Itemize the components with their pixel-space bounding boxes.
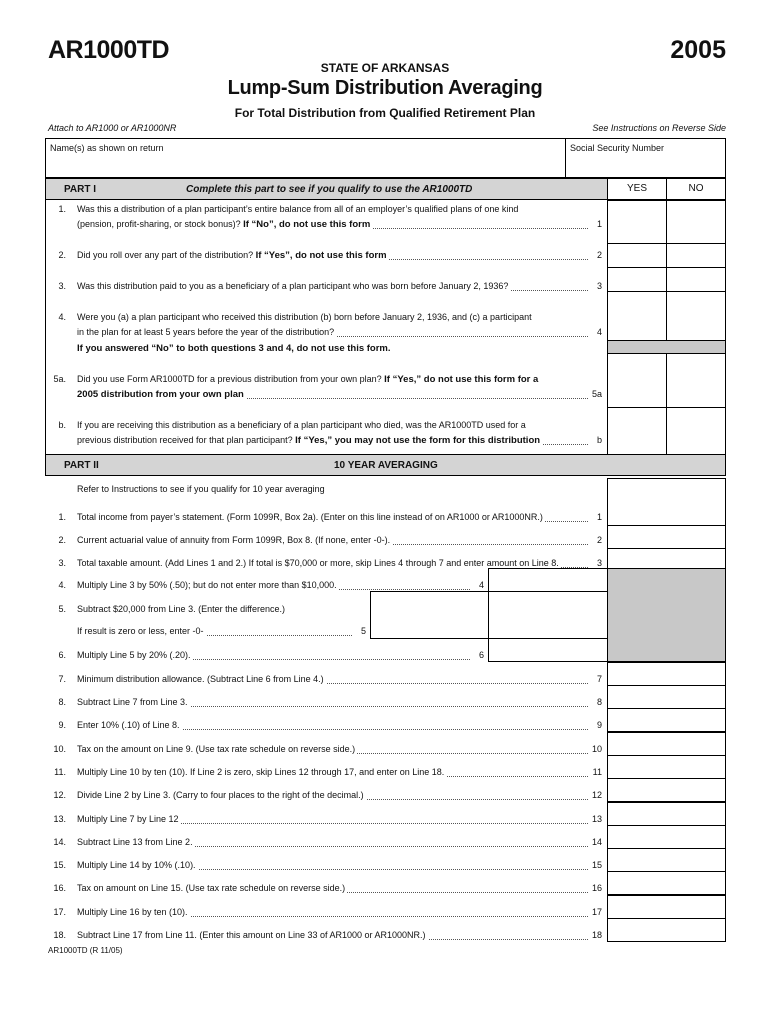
q5a-yes-box[interactable] — [607, 353, 667, 408]
part2-line-18-amount[interactable] — [607, 918, 726, 942]
q2-ref: 2 — [596, 250, 602, 260]
part2-line-16-text: Tax on amount on Line 15. (Use tax rate schedule on reverse side.) — [77, 883, 346, 893]
q5a-num: 5a. — [53, 374, 66, 384]
part2-line-11-ref: 11 — [592, 767, 602, 777]
part2-line-9-ref: 9 — [596, 720, 602, 730]
part2-line-5-text-b: If result is zero or less, enter -0- — [77, 626, 204, 636]
q1-bold-b: If “No”, do not use this form — [243, 219, 371, 230]
q5a-text-a: Did you use Form AR1000TD for a previous distribution from your own plan? — [77, 374, 382, 384]
part2-line-2-amount[interactable] — [607, 525, 726, 549]
q4-yes-box[interactable] — [607, 291, 667, 341]
q3-num: 3. — [58, 281, 66, 291]
part2-line-9-text: Enter 10% (.10) of Line 8. — [77, 720, 180, 730]
part2-line-3-ref: 3 — [596, 558, 602, 568]
part2-line-8-text: Subtract Line 7 from Line 3. — [77, 697, 188, 707]
part2-line-12-num: 12. — [53, 790, 66, 800]
part2-line-6-num: 6. — [58, 650, 66, 660]
instructions-note: See Instructions on Reverse Side — [592, 123, 726, 133]
part2-line-13-amount[interactable] — [607, 802, 726, 826]
part2-line-2-text: Current actuarial value of annuity from Form 1099R, Box 8. (If none, enter -0-). — [77, 535, 391, 545]
form-title: Lump-Sum Distribution Averaging — [227, 77, 543, 99]
q1-yes-box[interactable] — [607, 200, 667, 244]
part2-line-12-amount[interactable] — [607, 778, 726, 802]
ssn-field[interactable] — [565, 138, 726, 178]
q4-ref: 4 — [596, 327, 602, 337]
no-header: NO — [666, 178, 726, 200]
shaded-lines-4-6 — [607, 568, 726, 662]
q4-no-box[interactable] — [666, 291, 726, 341]
q2-text: Did you roll over any part of the distribution? — [77, 250, 254, 260]
q2-no-box[interactable] — [666, 243, 726, 268]
q3-no-box[interactable] — [666, 267, 726, 292]
part2-line-11-amount[interactable] — [607, 755, 726, 779]
part2-line-6-ref: 6 — [478, 650, 484, 660]
q4-note: If you answered “No” to both questions 3 and 4, do not use this form. — [77, 343, 391, 354]
form-id: AR1000TD — [48, 36, 170, 64]
q5b-yes-box[interactable] — [607, 407, 667, 455]
part2-line-14-text: Subtract Line 13 from Line 2. — [77, 837, 193, 847]
q5a-ref: 5a — [591, 389, 602, 399]
q5a-bold-a: If “Yes,” do not use this form for a — [384, 374, 539, 385]
q2-yes-box[interactable] — [607, 243, 667, 268]
name-field[interactable] — [45, 138, 566, 178]
part2-line-2-num: 2. — [58, 535, 66, 545]
q5b-text-a: If you are receiving this distribution as a beneficiary of a plan participant who died, was the AR1000TD used for a — [77, 420, 526, 430]
part1-heading: Complete this part to see if you qualify to use the AR1000TD — [186, 184, 473, 195]
part1-label: PART I — [64, 184, 97, 195]
part2-line-16-amount[interactable] — [607, 871, 726, 895]
part2-line-7-text: Minimum distribution allowance. (Subtract Line 6 from Line 4.) — [77, 674, 324, 684]
part2-line-5-num: 5. — [58, 604, 66, 614]
state-name: STATE OF ARKANSAS — [320, 61, 450, 75]
yes-header: YES — [607, 178, 667, 200]
part2-line-3-text: Total taxable amount. (Add Lines 1 and 2.) If total is $70,000 or more, skip Lines 4 through 7 and enter amount on Line 8. — [77, 558, 559, 568]
name-label: Name(s) as shown on return — [50, 143, 164, 153]
part1-header — [45, 178, 608, 200]
part2-line-13-text: Multiply Line 7 by Line 12 — [77, 814, 179, 824]
part2-label: PART II — [64, 460, 99, 471]
q4-text-b: in the plan for at least 5 years before the year of the distribution? — [77, 327, 335, 337]
q3-ref: 3 — [596, 281, 602, 291]
q5b-bold-b: If “Yes,” you may not use the form for this distribution — [295, 435, 541, 446]
part2-line-8-num: 8. — [58, 697, 66, 707]
form-year: 2005 — [670, 36, 726, 64]
q5b-no-box[interactable] — [666, 407, 726, 455]
form-revision: AR1000TD (R 11/05) — [48, 946, 123, 955]
line-6-amount[interactable] — [488, 638, 608, 662]
part2-line-4-ref: 4 — [478, 580, 484, 590]
part2-line-1-num: 1. — [58, 512, 66, 522]
part2-line-18-text: Subtract Line 17 from Line 11. (Enter this amount on Line 33 of AR1000 or AR1000NR.) — [77, 930, 426, 940]
part2-line-12-text: Divide Line 2 by Line 3. (Carry to four places to the right of the decimal.) — [77, 790, 364, 800]
line-4-amount[interactable] — [488, 568, 608, 592]
part2-line-14-ref: 14 — [591, 837, 602, 847]
part2-line-10-num: 10. — [53, 744, 66, 754]
part2-header — [45, 454, 726, 476]
part2-line-8-amount[interactable] — [607, 685, 726, 709]
q5b-ref: b — [596, 435, 602, 445]
part2-line-15-amount[interactable] — [607, 848, 726, 872]
part2-line-8-ref: 8 — [596, 697, 602, 707]
part2-line-17-text: Multiply Line 16 by ten (10). — [77, 907, 188, 917]
part2-line-18-num: 18. — [53, 930, 66, 940]
part2-line-4-text: Multiply Line 3 by 50% (.50); but do not enter more than $10,000. — [77, 580, 337, 590]
part2-line-7-num: 7. — [58, 674, 66, 684]
part2-line-16-num: 16. — [53, 883, 66, 893]
part2-line-11-text: Multiply Line 10 by ten (10). If Line 2 is zero, skip Lines 12 through 17, and enter on Line 18. — [77, 767, 445, 777]
part2-line-15-text: Multiply Line 14 by 10% (.10). — [77, 860, 196, 870]
q5b-num: b. — [58, 420, 66, 430]
q2-bold: If “Yes”, do not use this form — [255, 250, 387, 261]
q1-text-b: (pension, profit-sharing, or stock bonus)? — [77, 219, 241, 229]
part2-line-14-num: 14. — [53, 837, 66, 847]
part2-line-7-ref: 7 — [596, 674, 602, 684]
q2-num: 2. — [58, 250, 66, 260]
part2-line-4-num: 4. — [58, 580, 66, 590]
part2-line-11-num: 11. — [54, 767, 66, 777]
part2-heading: 10 YEAR AVERAGING — [334, 460, 438, 471]
form-subtitle: For Total Distribution from Qualified Retirement Plan — [234, 106, 536, 120]
part2-line-10-amount[interactable] — [607, 732, 726, 756]
part2-line-2-ref: 2 — [596, 535, 602, 545]
q1-ref: 1 — [596, 219, 602, 229]
part2-line-3-num: 3. — [58, 558, 66, 568]
part2-line-9-num: 9. — [58, 720, 66, 730]
part2-line-13-num: 13. — [53, 814, 66, 824]
part2-line-10-ref: 10 — [591, 744, 602, 754]
part2-intro: Refer to Instructions to see if you qualify for 10 year averaging — [77, 484, 325, 494]
part2-line-18-ref: 18 — [591, 930, 602, 940]
part2-line-10-text: Tax on the amount on Line 9. (Use tax rate schedule on reverse side.) — [77, 744, 356, 754]
q4-text-a: Were you (a) a plan participant who received this distribution (b) born before January 2, 1936, and (c) a participant — [77, 312, 532, 322]
part2-line-5-ref: 5 — [360, 626, 366, 636]
part2-line-17-ref: 17 — [591, 907, 602, 917]
ssn-label: Social Security Number — [570, 143, 665, 153]
q5b-text-b: previous distribution received for that plan participant? — [77, 435, 293, 445]
part2-line-16-ref: 16 — [591, 883, 602, 893]
q3-text: Was this distribution paid to you as a beneficiary of a plan participant who was born before January 2, 1936? — [77, 281, 509, 291]
part2-line-5-text: Subtract $20,000 from Line 3. (Enter the difference.) — [77, 604, 285, 614]
part2-line-1-amount[interactable] — [607, 478, 726, 526]
part2-line-6-text: Multiply Line 5 by 20% (.20). — [77, 650, 191, 660]
q5a-bold-b: 2005 distribution from your own plan — [77, 389, 244, 400]
part2-line-14-amount[interactable] — [607, 825, 726, 849]
q4-num: 4. — [58, 312, 66, 322]
part2-line-12-ref: 12 — [591, 790, 602, 800]
part2-line-13-ref: 13 — [591, 814, 602, 824]
part2-line-1-ref: 1 — [596, 512, 602, 522]
q1-text-a: Was this a distribution of a plan participant’s entire balance from all of an employer’s qualified plans of one kind — [77, 204, 519, 214]
part2-line-9-amount[interactable] — [607, 708, 726, 732]
line-5-amount[interactable] — [370, 591, 489, 639]
part2-line-7-amount[interactable] — [607, 662, 726, 686]
part2-line-15-ref: 15 — [591, 860, 602, 870]
part2-line-17-num: 17. — [53, 907, 66, 917]
part2-line-15-num: 15. — [53, 860, 66, 870]
q1-num: 1. — [58, 204, 66, 214]
part2-line-17-amount[interactable] — [607, 895, 726, 919]
q4-shaded — [607, 340, 726, 354]
q5a-no-box[interactable] — [666, 353, 726, 408]
q1-no-box[interactable] — [666, 200, 726, 244]
part2-line-1-text: Total income from payer’s statement. (Form 1099R, Box 2a). (Enter on this line instead of on AR1000 or AR1000NR.) — [77, 512, 543, 522]
attach-note: Attach to AR1000 or AR1000NR — [48, 123, 177, 133]
q3-yes-box[interactable] — [607, 267, 667, 292]
